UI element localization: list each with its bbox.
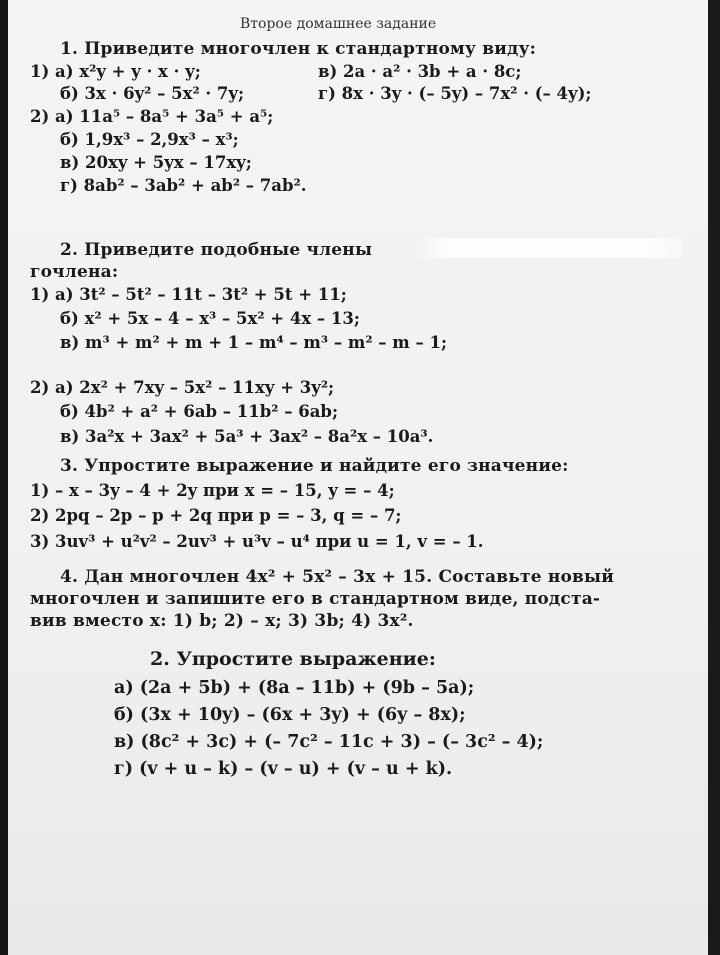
- task1-p1v: в) 2a · a² · 3b + a · 8c;: [318, 62, 522, 81]
- homework-page: [8, 0, 708, 955]
- task1-p2g: г) 8ab² – 3ab² + ab² – 7ab².: [60, 176, 307, 195]
- task5-v: в) (8c² + 3c) + (– 7c² – 11c + 3) – (– 3c² – 4);: [114, 732, 544, 752]
- task2-p2b: б) 4b² + a² + 6ab – 11b² – 6ab;: [60, 402, 339, 421]
- task3-p3: 3) 3uv³ + u²v² – 2uv³ + u³v – u⁴ при u = 1, v = – 1.: [30, 532, 484, 551]
- task2-p1a: 1) а) 3t² – 5t² – 11t – 3t² + 5t + 11;: [30, 285, 347, 304]
- task3-p2: 2) 2pq – 2p – p + 2q при p = – 3, q = – 7;: [30, 506, 402, 525]
- task2-p1b: б) x² + 5x – 4 – x³ – 5x² + 4x – 13;: [60, 309, 360, 328]
- task1-p1a: 1) а) x²y + y · x · y;: [30, 62, 201, 81]
- task2-p2a: 2) а) 2x² + 7xy – 5x² – 11xy + 3y²;: [30, 378, 335, 397]
- page-title: Второе домашнее задание: [240, 16, 437, 32]
- task4-line2: многочлен и запишите его в стандартном виде, подста-: [30, 589, 601, 609]
- task3-heading: 3. Упростите выражение и найдите его значение:: [60, 456, 569, 476]
- task5-heading: 2. Упростите выражение:: [150, 648, 436, 670]
- task1-p1b: б) 3x · 6y² – 5x² · 7y;: [60, 84, 245, 103]
- light-glare: [413, 238, 683, 258]
- task5-a: а) (2a + 5b) + (8a – 11b) + (9b – 5a);: [114, 678, 475, 698]
- task1-heading: 1. Приведите многочлен к стандартному виду:: [60, 39, 537, 59]
- task5-b: б) (3x + 10y) – (6x + 3y) + (6y – 8x);: [114, 705, 466, 725]
- task2-p1v: в) m³ + m² + m + 1 – m⁴ – m³ – m² – m – 1;: [60, 333, 448, 352]
- task2-heading-cont: гочлена:: [30, 262, 119, 282]
- photo-border-right: [708, 0, 720, 955]
- task1-p2a: 2) а) 11a⁵ – 8a⁵ + 3a⁵ + a⁵;: [30, 107, 274, 126]
- task5-g: г) (v + u – k) – (v – u) + (v – u + k).: [114, 759, 453, 779]
- photo-border-left: [0, 0, 8, 955]
- task2-heading: 2. Приведите подобные члены: [60, 240, 373, 260]
- task1-p1g: г) 8x · 3y · (– 5y) – 7x² · (– 4y);: [318, 84, 592, 103]
- task4-line3: вив вместо x: 1) b; 2) – x; 3) 3b; 4) 3x².: [30, 611, 414, 631]
- task1-p2v: в) 20xy + 5yx – 17xy;: [60, 153, 252, 172]
- task3-p1: 1) – x – 3y – 4 + 2y при x = – 15, y = – 4;: [30, 481, 395, 500]
- task2-p2v: в) 3a²x + 3ax² + 5a³ + 3ax² – 8a²x – 10a³.: [60, 427, 434, 446]
- task1-p2b: б) 1,9x³ – 2,9x³ – x³;: [60, 130, 239, 149]
- task4-line1: 4. Дан многочлен 4x² + 5x² – 3x + 15. Составьте новый: [60, 567, 615, 587]
